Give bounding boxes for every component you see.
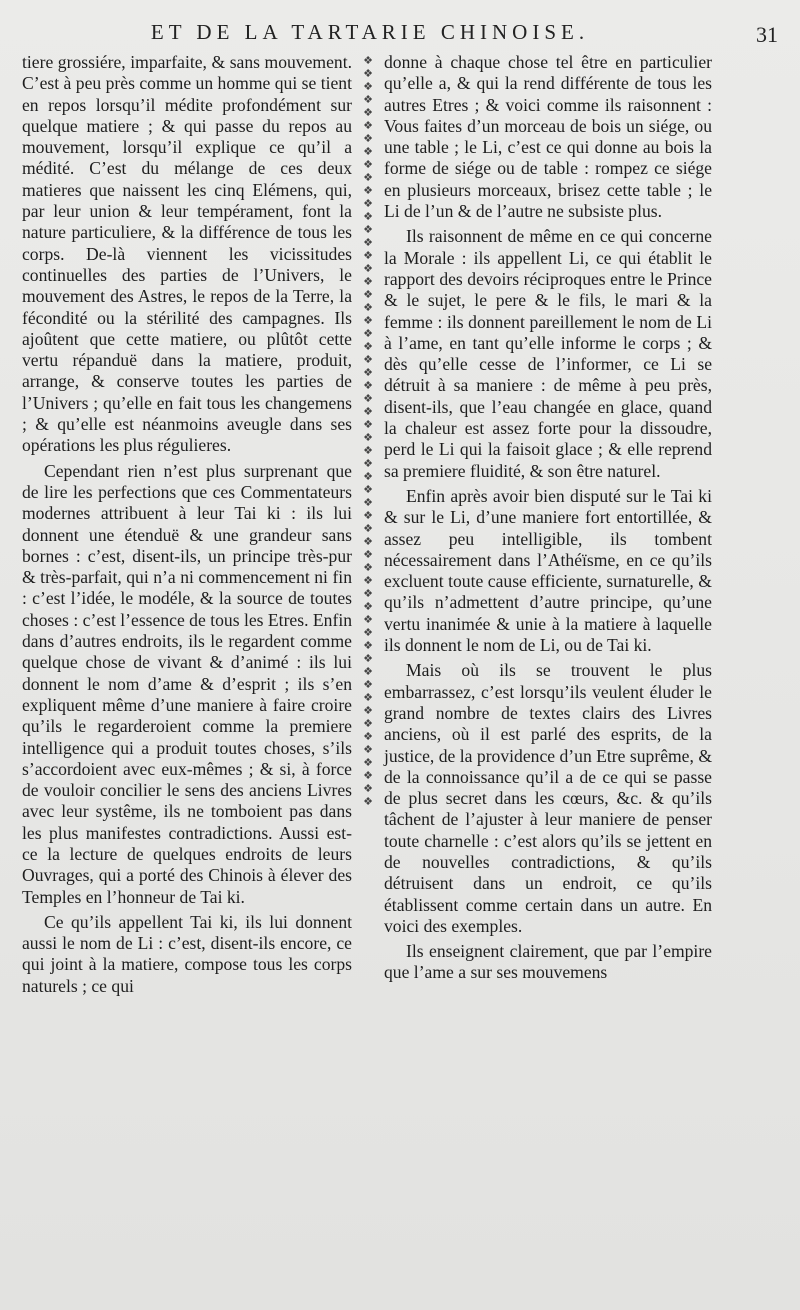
ornament-glyph: ❖ bbox=[363, 782, 373, 795]
ornament-glyph: ❖ bbox=[363, 171, 373, 184]
left-column bbox=[22, 52, 352, 997]
ornament-glyph: ❖ bbox=[363, 145, 373, 158]
ornament-glyph: ❖ bbox=[363, 288, 373, 301]
paragraph: Enfin après avoir bien disputé sur le Tai ki & sur le Li, d’une maniere fort entortillée, & assez peu intelligible, ils tombent nécessairement dans l’Athéïsme, en ce qu’ils excluent toute cause efficiente, surnaturelle, & qu’ils n’admettent d’autre principe, qu’une vertu inanimée & unie à la matiere à laquelle ils donnent le nom de Li, ou de Tai ki. bbox=[384, 485, 712, 656]
ornament-glyph: ❖ bbox=[363, 717, 373, 730]
ornament-glyph: ❖ bbox=[363, 184, 373, 197]
ornament-glyph: ❖ bbox=[363, 314, 373, 327]
ornament-glyph: ❖ bbox=[363, 561, 373, 574]
ornament-glyph: ❖ bbox=[363, 496, 373, 509]
ornament-glyph: ❖ bbox=[363, 665, 373, 678]
ornament-glyph: ❖ bbox=[363, 106, 373, 119]
paragraph: tiere grossiére, imparfaite, & sans mouvement. C’est à peu près comme un homme qui se tient en repos lorsqu’il médite profondément sur quelque matiere ; & qui passe du repos au mouvement, lorsqu’il explique ce qu’il a médité. C’est du mélange de ces deux matieres que naissent les cinq Elémens, qui, par leur union & leur tempérament, font la nature particuliere, & la différence de tous les corps. De-là viennent les vicissitudes continuelles des parties de l’Univers, le mouvement des Astres, le repos de la Terre, la fécondité ou la stérilité des campagnes. Ils ajoûtent que cette matiere, ou plûtôt cette vertu répanduë dans la matiere, produit, arrange, & conserve toutes les parties de l’Univers ; qu’elle en fait tous les changemens ; & qu’elle est néanmoins aveugle dans ses opérations les plus régulieres. bbox=[22, 52, 352, 456]
ornament-glyph: ❖ bbox=[363, 223, 373, 236]
ornament-glyph: ❖ bbox=[363, 80, 373, 93]
ornament-glyph: ❖ bbox=[363, 444, 373, 457]
paragraph: Ce qu’ils appellent Tai ki, ils lui donnent aussi le nom de Li : c’est, disent-ils encore, ce qui joint à la matiere, compose tous les corps naturels ; ce qui bbox=[22, 911, 352, 996]
ornament-glyph: ❖ bbox=[363, 483, 373, 496]
running-head bbox=[0, 14, 800, 50]
ornament-glyph: ❖ bbox=[363, 522, 373, 535]
ornament-glyph: ❖ bbox=[363, 236, 373, 249]
ornament-glyph: ❖ bbox=[363, 353, 373, 366]
ornament-glyph: ❖ bbox=[363, 743, 373, 756]
ornament-glyph: ❖ bbox=[363, 639, 373, 652]
ornament-glyph: ❖ bbox=[363, 366, 373, 379]
paragraph: Ils enseignent clairement, que par l’empire que l’ame a sur ses mouvemens bbox=[384, 941, 712, 983]
ornament-glyph: ❖ bbox=[363, 379, 373, 392]
ornament-glyph: ❖ bbox=[363, 535, 373, 548]
ornament-glyph: ❖ bbox=[363, 392, 373, 405]
running-title: ET DE LA TARTARIE CHINOISE. bbox=[150, 20, 590, 44]
ornament-glyph: ❖ bbox=[363, 756, 373, 769]
ornament-glyph: ❖ bbox=[363, 613, 373, 626]
ornament-glyph: ❖ bbox=[363, 67, 373, 80]
ornament-glyph: ❖ bbox=[363, 301, 373, 314]
ornament-glyph: ❖ bbox=[363, 730, 373, 743]
ornament-glyph: ❖ bbox=[363, 548, 373, 561]
ornament-glyph: ❖ bbox=[363, 457, 373, 470]
right-column bbox=[384, 52, 712, 984]
ornament-glyph: ❖ bbox=[363, 600, 373, 613]
ornament-glyph: ❖ bbox=[363, 210, 373, 223]
ornament-glyph: ❖ bbox=[363, 574, 373, 587]
ornament-glyph: ❖ bbox=[363, 158, 373, 171]
ornament-glyph: ❖ bbox=[363, 509, 373, 522]
ornament-glyph: ❖ bbox=[363, 54, 373, 67]
ornament-glyph: ❖ bbox=[363, 262, 373, 275]
ornament-glyph: ❖ bbox=[363, 678, 373, 691]
ornament-glyph: ❖ bbox=[363, 340, 373, 353]
paragraph: Mais où ils se trouvent le plus embarrassez, c’est lorsqu’ils veulent éluder le grand nombre de textes clairs des Livres anciens, où il est parlé des esprits, de la justice, de la providence d’un Etre suprême, & de la connoissance qu’il a de ce qui se passe de plus secret dans les cœurs, &c. & qu’ils tâchent de l’ajuster à leur maniere de penser toute charnelle : c’est alors qu’ils se jettent en de nouvelles contradictions, & qu’ils détruisent dans un endroit, ce qu’ils établissent comme certain dans un autre. En voici des exemples. bbox=[384, 660, 712, 936]
ornament-glyph: ❖ bbox=[363, 132, 373, 145]
ornament-glyph: ❖ bbox=[363, 626, 373, 639]
paragraph: Cependant rien n’est plus surprenant que de lire les perfections que ces Commentateurs modernes attribuent à leur Tai ki : ils lui donnent une étenduë & une grandeur sans bornes : c’est, disent-ils, un principe très-pur & très-parfait, qui n’a ni commencement ni fin : c’est l’idée, le modéle, & la source de toutes choses : c’est l’essence de tous les Etres. Enfin dans d’autres endroits, ils le regardent comme quelque chose de vivant & d’animé : ils lui donnent le nom d’ame & d’esprit ; ils s’en expliquent même d’une maniere à faire croire qu’ils le regarderoient comme la premiere intelligence qui a produit toutes choses, s’ils s’accordoient avec eux-mêmes ; & si, à force de vouloir concilier le sens des anciens Livres avec leur systême, ils ne tomboient pas dans les plus manifestes contradictions. Aussi est-ce la lecture de quelques endroits de leurs Ouvrages, qui a porté des Chinois à élever des Temples en l’honneur de Tai ki. bbox=[22, 460, 352, 907]
ornament-glyph: ❖ bbox=[363, 249, 373, 262]
ornament-glyph: ❖ bbox=[363, 197, 373, 210]
ornament-glyph: ❖ bbox=[363, 275, 373, 288]
ornament-glyph: ❖ bbox=[363, 327, 373, 340]
paragraph: Ils raisonnent de même en ce qui concerne la Morale : ils appellent Li, ce qui établit le rapport des devoirs réciproques entre le Prince & le sujet, le pere & le fils, le mari & la femme : ils donnent pareillement le nom de Li à l’ame, en tant qu’elle informe le corps ; & dès qu’elle cesse de l’informer, ce Li se détruit à sa maniere : de même à peu près, disent-ils, que l’eau changée en glace, quand la chaleur est assez forte pour la dissoudre, perd le Li qui la faisoit glace ; & elle reprend sa premiere fluidité, & son être naturel. bbox=[384, 226, 712, 481]
ornament-glyph: ❖ bbox=[363, 431, 373, 444]
column-ornament-rule bbox=[358, 54, 378, 814]
ornament-glyph: ❖ bbox=[363, 93, 373, 106]
ornament-glyph: ❖ bbox=[363, 119, 373, 132]
ornament-glyph: ❖ bbox=[363, 769, 373, 782]
ornament-glyph: ❖ bbox=[363, 691, 373, 704]
ornament-glyph: ❖ bbox=[363, 704, 373, 717]
ornament-glyph: ❖ bbox=[363, 418, 373, 431]
ornament-glyph: ❖ bbox=[363, 587, 373, 600]
page-number: 31 bbox=[756, 22, 778, 47]
ornament-glyph: ❖ bbox=[363, 470, 373, 483]
ornament-glyph: ❖ bbox=[363, 652, 373, 665]
paragraph: donne à chaque chose tel être en particulier qu’elle a, & qui la rend différente de tous les autres Etres ; & voici comme ils raisonnent : Vous faites d’un morceau de bois un siége, ou une table ; le Li, c’est ce qui donne au bois la forme de siége ou de table : rompez ce siége en plusieurs morceaux, brisez cette table ; le Li de l’un & de l’autre ne subsiste plus. bbox=[384, 52, 712, 222]
ornament-glyph: ❖ bbox=[363, 405, 373, 418]
ornament-glyph: ❖ bbox=[363, 795, 373, 808]
